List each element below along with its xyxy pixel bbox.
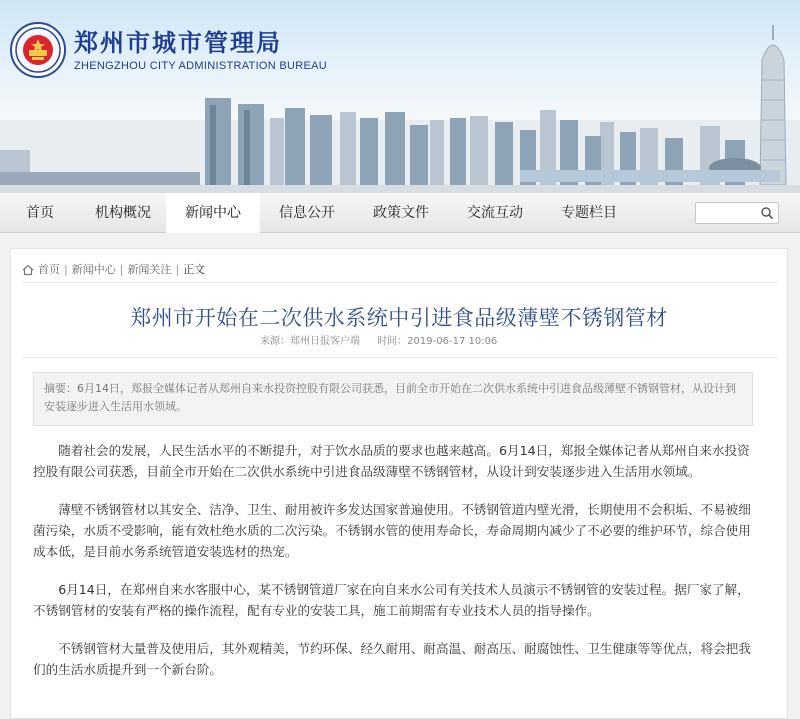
breadcrumb-news-center[interactable]: 新闻中心 (71, 263, 116, 276)
breadcrumb-separator: | (64, 263, 68, 276)
article-time: 时间：2019-06-17 10:06 (377, 336, 498, 347)
breadcrumb-news-focus[interactable]: 新闻关注 (127, 263, 172, 276)
header-banner (0, 0, 800, 193)
site-name-en: ZHENGZHOU CITY ADMINISTRATION BUREAU (74, 60, 328, 72)
article-paragraph: 不锈钢管材大量普及使用后，其外观精美，节约环保、经久耐用、耐高温、耐高压、耐腐蚀性、卫生健康等等优点，将会把我们的生活水质提升到一个新台阶。 (33, 641, 751, 677)
nav-item-interaction[interactable]: 交流互动 (467, 205, 523, 221)
divider (22, 357, 778, 358)
article-body (33, 440, 753, 697)
emblem-icon (10, 22, 66, 78)
nav-item-news[interactable]: 新闻中心 (166, 193, 260, 233)
site-logo[interactable] (10, 22, 327, 78)
breadcrumb-separator: | (175, 263, 180, 276)
search-input[interactable] (698, 205, 758, 221)
article-meta (260, 335, 511, 349)
search-box (695, 202, 779, 224)
article-title: 郑州市开始在二次供水系统中引进食品级薄壁不锈钢管材 (130, 306, 668, 330)
main-nav (0, 193, 800, 233)
article-abstract: 摘要：6月14日，郑报全媒体记者从郑州自来水投资控股有限公司获悉，目前全市开始在二次供水系统中引进食品级薄壁不锈钢管材，从设计到安装逐步进入生活用水领域。 (33, 372, 753, 426)
breadcrumb-current: 正文 (183, 263, 206, 276)
breadcrumb (22, 262, 205, 278)
home-icon (22, 264, 34, 276)
nav-item-about[interactable]: 机构概况 (95, 205, 151, 221)
divider (22, 282, 778, 283)
nav-item-info-disclosure[interactable]: 信息公开 (279, 205, 335, 221)
breadcrumb-home[interactable]: 首页 (38, 263, 60, 276)
article-paragraph: 随着社会的发展，人民生活水平的不断提升，对于饮水品质的要求也越来越高。6月14日，郑报全媒体记者从郑州自来水投资控股有限公司获悉，目前全市开始在二次供水系统中引进食品级薄壁不锈钢管材，从设计到安装逐步进入生活用水领域。 (33, 443, 750, 479)
nav-item-topics[interactable]: 专题栏目 (561, 205, 617, 221)
search-icon[interactable] (760, 206, 774, 220)
nav-item-policy[interactable]: 政策文件 (373, 205, 429, 221)
article-source: 来源：郑州日报客户端 (260, 336, 360, 347)
article-paragraph: 6月14日，在郑州自来水客服中心，某不锈钢管道厂家在向自来水公司有关技术人员演示不锈钢管的安装过程。据厂家了解，不锈钢管材的安装有严格的操作流程，配有专业的安装工具，施工前期需有专业技术人员的指导操作。 (33, 582, 750, 618)
nav-item-home[interactable]: 首页 (26, 205, 54, 221)
article-paragraph: 薄壁不锈钢管材以其安全、洁净、卫生、耐用被许多发达国家普遍使用。不锈钢管道内壁光滑，长期使用不会积垢、不易被细菌污染，水质不受影响，能有效杜绝水质的二次污染。不锈钢水管的使用寿命长，寿命周期内减少了不必要的维护环节，综合使用成本低，是目前水务系统管道安装选材的热宠。 (33, 502, 751, 559)
breadcrumb-separator: | (119, 263, 124, 276)
site-name-cn: 郑州市城市管理局 (74, 28, 282, 57)
